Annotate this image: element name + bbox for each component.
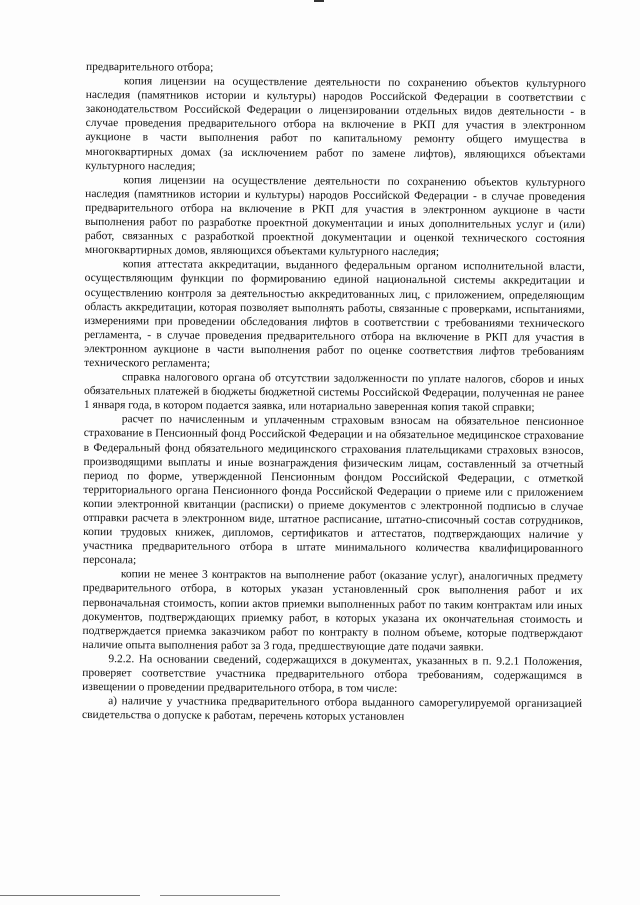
paragraph: копия аттестата аккредитации, выданного федеральным органом исполнительной власти, осуществляющим функции по формированию единой национальной системы аккредитации и осуществлению контроля за деятельностью аккредитованных лиц, с приложением, определяющим область аккредитации, которая позволяет выполнять работы, связанные с проверками, испытаниями, измерениями при проведении обследования лифтов в соответствии с требованиями технического регламента, - в случае проведения предварительного отбора на включение в РКП для участия в электронном аукционе в части выполнения работ по оценке соответствия лифтов требованиям технического регламента; <box>84 258 585 370</box>
document-body <box>82 60 586 725</box>
paragraph: справка налогового органа об отсутствии задолженности по уплате налогов, сборов и иных обязательных платежей в бюджеты бюджетной системы Российской Федерации, полученная не ранее 1 января года, в котором подается заявка, или нотариально заверенная копия такой справки; <box>83 371 585 414</box>
paragraph: копия лицензии на осуществление деятельности по сохранению объектов культурного наследия (памятников истории и культуры) народов Российской Федерации в соответствии с законодательством Российской Федерации о лицензировании отдельных видов деятельности - в случае проведения предварительного отбора на включение в РКП для участия в электронном аукционе в части выполнения работ по капитальному ремонту общего имущества в многоквартирных домах (за исключением работ по замене лифтов), являющихся объектами культурного наследия; <box>85 75 586 173</box>
scan-mark <box>314 0 324 2</box>
paragraph: копия лицензии на осуществление деятельности по сохранению объектов культурного наследия (памятников истории и культуры) народов Российской Федерации - в случае проведения предварительного отбора на включение в РКП для участия в электронном аукционе в части выполнения работ по разработке проектной документации и иных дополнительных услуг и (или) работ, связанных с разработкой проектной документации и оценкой технического состояния многоквартирных домов, являющихся объектами культурного наследия; <box>84 173 586 259</box>
footer-rule <box>0 895 140 896</box>
paragraph: предварительного отбора; <box>85 60 214 74</box>
paragraph: а) наличие у участника предварительного отбора выданного саморегулируемой организацией свидетельства о допуске к работам, перечень которых установлен <box>81 695 583 724</box>
paragraph: 9.2.2. На основании сведений, содержащихся в документах, указанных в п. 9.2.1 Положения, проверяет соответствие участника предварительного отбора требованиям, содержащимся в извещении о проведении предварительного отбора, в том числе: <box>82 653 583 696</box>
paragraph: копии не менее 3 контрактов на выполнение работ (оказание услуг), аналогичных предмету предварительного отбора, в которых указан установленный срок выполнения работ и их первоначальная стоимость, копии актов приемки выполненных работ по таким контрактам или иных документов, подтверждающих приемку работ, в которых указана их окончательная стоимость и подтверждается приемка заказчиком работ по контракту в полном объеме, которые подтверждают наличие опыта выполнения работ за 3 года, предшествующие дате подачи заявки. <box>82 568 583 654</box>
footer-rule <box>160 895 280 896</box>
paragraph: расчет по начисленным и уплаченным страховым взносам на обязательное пенсионное страхование в Пенсионный фонд Российской Федерации и на обязательное медицинское страхование в Федеральный фонд обязательного медицинского страхования плательщиками страховых взносов, производящими выплаты и иные вознаграждения физическим лицам, составленный за отчетный период по форме, утвержденной Пенсионным фондом Российской Федерации, с отметкой территориального органа Пенсионного фонда Российской Федерации о приеме или с приложением копии электронной квитанции (расписки) о приеме документов с электронной подписью в случае отправки расчета в электронном виде, штатное расписание, штатно-списочный состав сотрудников, копии трудовых книжек, дипломов, сертификатов и аттестатов, подтверждающих наличие у участника предварительного отбора в штате минимального количества квалифицированного персонала; <box>82 413 584 567</box>
